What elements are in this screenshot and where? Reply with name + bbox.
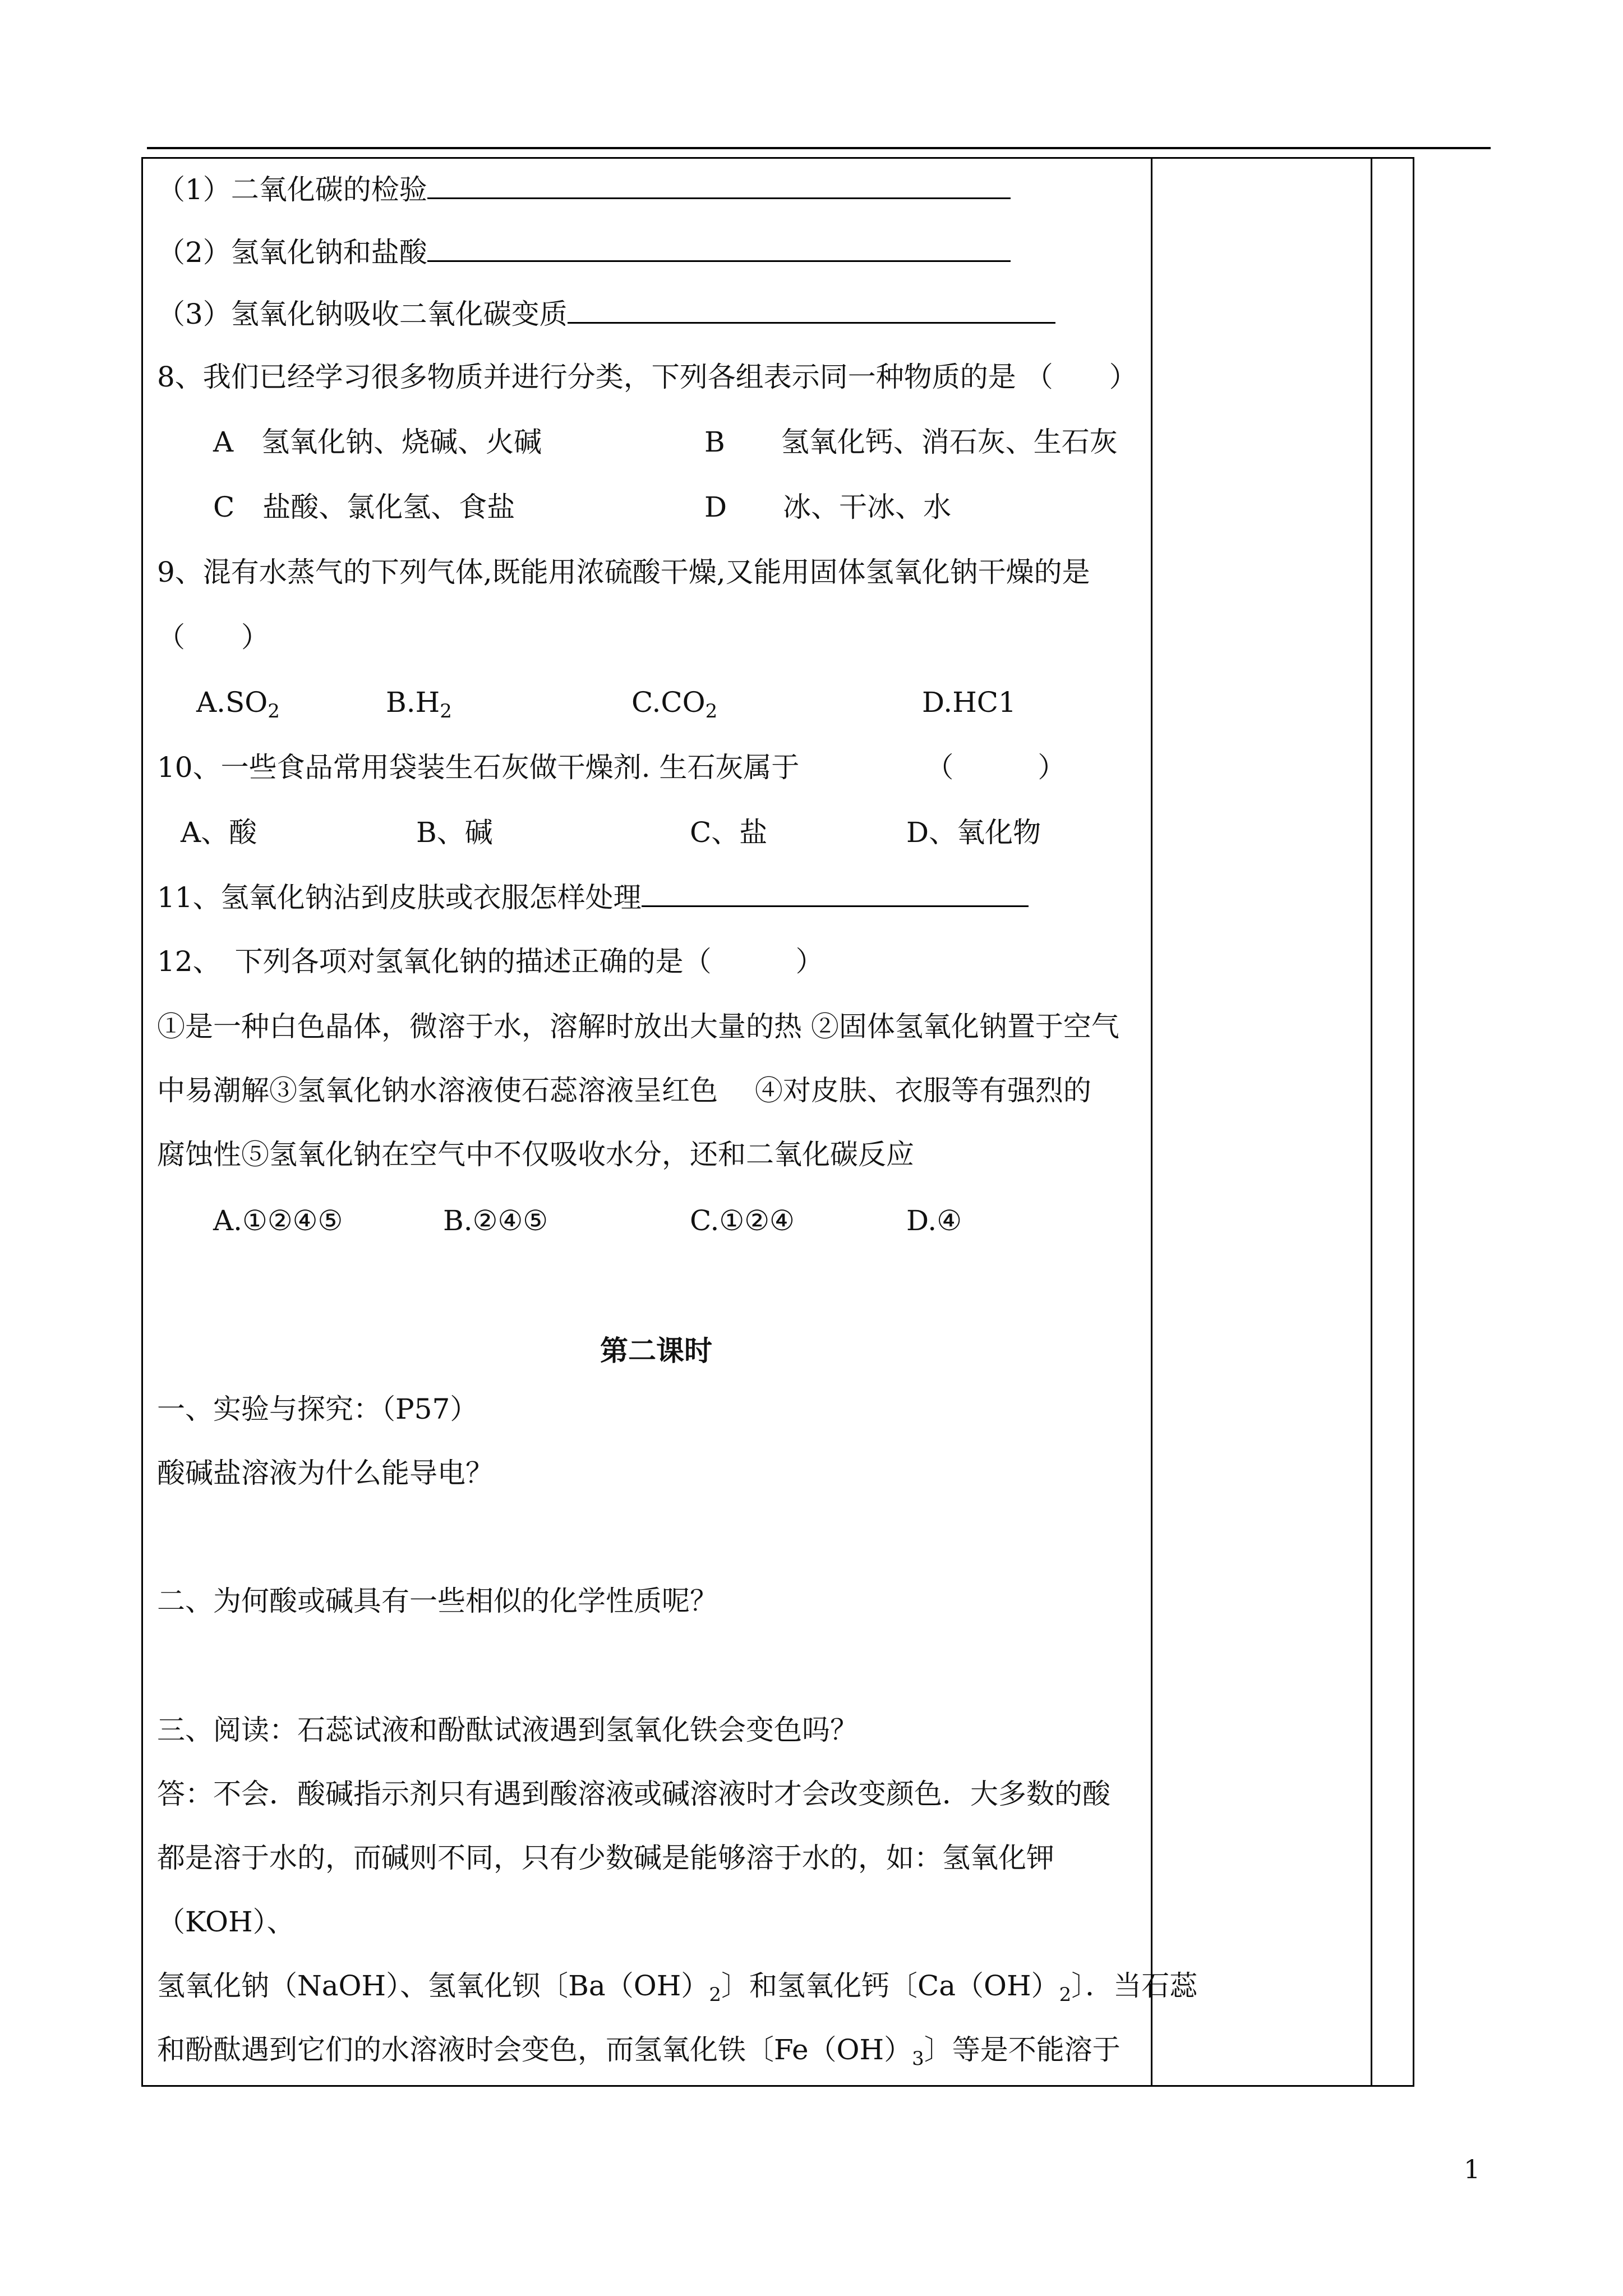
part3-answer-line: 都是溶于水的，而碱则不同，只有少数碱是能够溶于水的，如：氢氧化钾 [157,1842,1054,1874]
q8-option-a: A 氢氧化钠、烧碱、火碱 [213,426,542,458]
q12-stem: 12、 下列各项对氢氧化钠的描述正确的是（ ） [157,945,824,978]
part3-answer-line: （KOH）、 [157,1906,295,1938]
q9-option-b: $B.H_2$ [386,686,452,723]
part3-answer-line: 氢氧化钠（NaOH）、氢氧化钡〔$Ba(OH)_2$〕和氢氧化钙〔$Ca(OH)_2$〕．当石蕊 [157,1970,1198,2006]
part1-question: 酸碱盐溶液为什么能导电？ [157,1457,494,1489]
page-number: 1 [1464,2154,1481,2184]
table-column-divider [1151,157,1152,2087]
q8-stem: 8、我们已经学习很多物质并进行分类，下列各组表示同一种物质的是 （ ） [157,361,1137,393]
part2-heading: 二、为何酸或碱具有一些相似的化学性质呢？ [157,1585,718,1617]
part1-heading: 一、实验与探究：（P57） [157,1393,478,1425]
q8-option-c: C 盐酸、氯化氢、食盐 [213,491,515,523]
q12-option-a: A.①②④⑤ [213,1204,343,1237]
q8-option-d: D 冰、干冰、水 [704,491,952,523]
q11-stem: 11、氢氧化钠沾到皮肤或衣服怎样处理 [157,881,1029,914]
answer-blank[interactable] [427,175,1011,199]
q12-option-d: D.④ [906,1204,962,1237]
q10-option-c: C、盐 [690,816,768,849]
q7-item-2: （2）氢氧化钠和盐酸 [157,236,1011,269]
table-column-divider [1371,157,1372,2087]
part3-answer-line: 和酚酞遇到它们的水溶液时会变色，而氢氧化铁〔$Fe(OH)_3$〕等是不能溶于 [157,2033,1121,2070]
q12-statement-line: ①是一种白色晶体，微溶于水，溶解时放出大量的热 ②固体氢氧化钠置于空气 [157,1010,1119,1043]
part3-answer-line: 答：不会．酸碱指示剂只有遇到酸溶液或碱溶液时才会改变颜色．大多数的酸 [157,1778,1110,1810]
q7-item-1: （1）二氧化碳的检验 [157,173,1011,206]
q9-paren: （ ） [157,621,269,654]
part3-heading: 三、阅读：石蕊试液和酚酞试液遇到氢氧化铁会变色吗？ [157,1714,858,1746]
answer-blank[interactable] [427,238,1011,262]
q10-stem: 10、一些食品常用袋装生石灰做干燥剂. 生石灰属于 （ ） [157,751,1066,784]
q12-option-c: C.①②④ [690,1204,795,1237]
section-title: 第二课时 [600,1334,712,1367]
q10-option-b: B、碱 [416,816,493,849]
q9-option-c: $C.CO_2$ [631,686,718,723]
q9-stem: 9、混有水蒸气的下列气体,既能用浓硫酸干燥,又能用固体氢氧化钠干燥的是 [157,556,1090,588]
q7-item-3: （3）氢氧化钠吸收二氧化碳变质 [157,297,1055,331]
q9-option-d: D.HC1 [922,686,1016,719]
q10-option-d: D、氧化物 [906,816,1041,849]
header-rule [147,147,1491,149]
q12-option-b: B.②④⑤ [443,1204,548,1237]
q12-statement-line: 中易潮解③氢氧化钠水溶液使石蕊溶液呈红色 ④对皮肤、衣服等有强烈的 [157,1074,1091,1107]
answer-blank[interactable] [568,300,1055,324]
q8-option-b: B 氢氧化钙、消石灰、生石灰 [704,426,1118,458]
q9-option-a: $A.SO_2$ [196,686,280,723]
q10-option-a: A、酸 [181,816,257,849]
q12-statement-line: 腐蚀性⑤氢氧化钠在空气中不仅吸收水分，还和二氧化碳反应 [157,1138,914,1171]
answer-blank[interactable] [642,883,1029,907]
